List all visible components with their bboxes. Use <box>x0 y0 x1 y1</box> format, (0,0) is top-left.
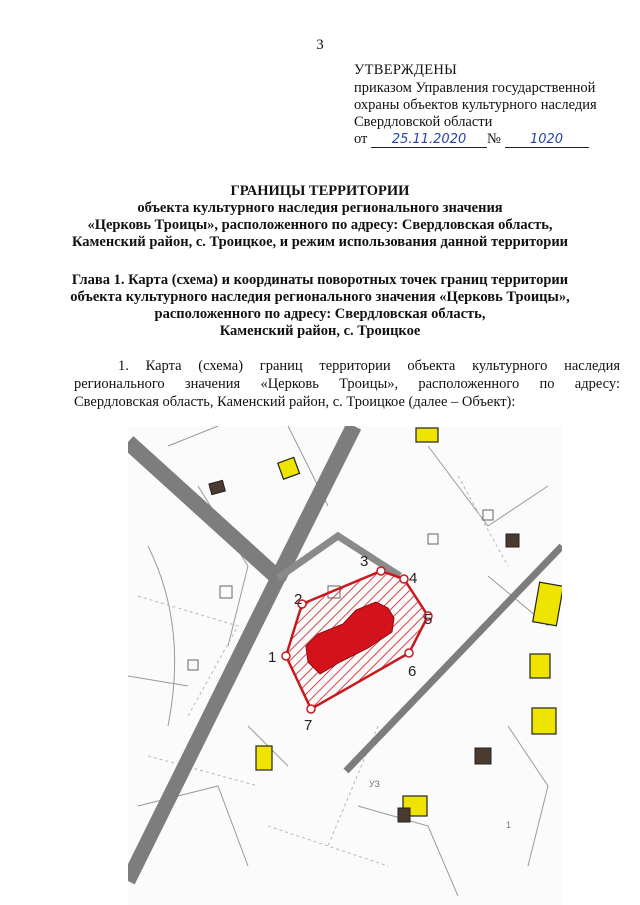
turning-point-1 <box>282 652 290 660</box>
turning-point-6 <box>405 649 413 657</box>
building <box>398 808 410 822</box>
approval-number-value: 1020 <box>505 133 589 148</box>
paragraph-1 <box>74 357 620 411</box>
building <box>506 534 519 547</box>
building <box>416 428 438 442</box>
turning-point-3 <box>377 567 385 575</box>
map-label-uz: УЗ <box>369 779 380 789</box>
approval-date-line <box>354 131 589 148</box>
heading-line-2: «Церковь Троицы», расположенного по адресу: Свердловская область, <box>87 217 553 233</box>
paragraph-line-1: 1. Карта (схема) границ территории объекта культурного наследия <box>118 358 620 374</box>
chapter-line-2: объекта культурного наследия регионального значения «Церковь Троицы», <box>70 289 570 305</box>
paragraph-line-2: регионального значения «Церковь Троицы», расположенного по адресу: <box>74 376 620 392</box>
building <box>209 480 225 494</box>
turning-point-4 <box>400 575 408 583</box>
heading-line-3: Каменский район, с. Троицкое, и режим использования данной территории <box>71 234 569 250</box>
point-label-7: 7 <box>304 717 313 734</box>
chapter-line-3: расположенного по адресу: Свердловская область, <box>154 306 486 322</box>
territory-map <box>128 426 562 905</box>
map-extra-labels <box>369 779 511 830</box>
point-label-5: 5 <box>424 611 433 628</box>
building <box>530 654 550 678</box>
road-northwest <box>128 442 278 578</box>
date-prefix: от <box>354 131 368 147</box>
outbuilding <box>428 534 438 544</box>
paragraph-line-3: Свердловская область, Каменский район, с. Троицкое (далее – Объект): <box>74 394 516 410</box>
point-label-2: 2 <box>294 591 303 608</box>
heading-title: ГРАНИЦЫ ТЕРРИТОРИИ <box>230 183 410 199</box>
outbuilding <box>188 660 198 670</box>
approval-line-1: приказом Управления государственной <box>354 80 596 96</box>
outbuilding <box>483 510 493 520</box>
chapter-line-4: Каменский район, с. Троицкое <box>219 323 421 339</box>
building <box>278 457 300 479</box>
road-southwest <box>128 578 278 881</box>
outbuilding <box>220 586 232 598</box>
approval-line-3: Свердловской области <box>354 114 493 130</box>
building <box>256 746 272 770</box>
map-label-1: 1 <box>506 820 512 830</box>
page-number: 3 <box>316 37 324 53</box>
building <box>532 708 556 734</box>
turning-point-7 <box>307 705 315 713</box>
building <box>533 582 562 626</box>
point-label-4: 4 <box>409 570 418 587</box>
map-svg <box>128 426 562 905</box>
approval-line-2: охраны объектов культурного наследия <box>354 97 597 113</box>
building <box>475 748 491 764</box>
approval-date-value: 25.11.2020 <box>371 133 487 148</box>
number-prefix: № <box>487 131 501 147</box>
chapter-line-1: Глава 1. Карта (схема) и координаты поворотных точек границ территории <box>71 272 569 288</box>
point-label-3: 3 <box>360 553 369 570</box>
point-label-6: 6 <box>408 663 417 680</box>
approval-title: УТВЕРЖДЕНЫ <box>354 62 458 78</box>
point-label-1: 1 <box>268 649 277 666</box>
heading-line-1: объекта культурного наследия регионального значения <box>137 200 503 216</box>
